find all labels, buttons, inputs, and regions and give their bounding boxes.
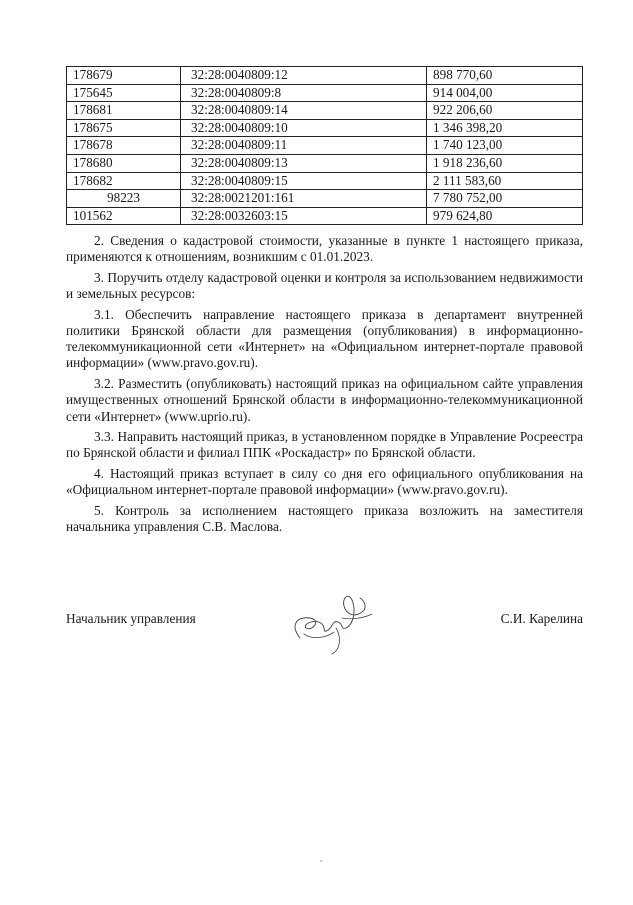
- cadastral-number-cell: 32:28:0040809:13: [181, 154, 427, 172]
- table-row: [67, 137, 583, 155]
- row-id-cell: 178678: [67, 137, 181, 155]
- cadastral-value-cell: 1 918 236,60: [427, 154, 583, 172]
- row-id-cell: 178682: [67, 172, 181, 190]
- row-id-cell: 101562: [67, 207, 181, 225]
- cadastral-value-cell: 1 346 398,20: [427, 119, 583, 137]
- table-row: [67, 119, 583, 137]
- table-row: [67, 67, 583, 85]
- paragraph-3-3: 3.3. Направить настоящий приказ, в установленном порядке в Управление Росреестра по Брянской области и филиал ППК «Роскадастр» по Брянской области.: [66, 429, 583, 461]
- row-id-cell: 178681: [67, 102, 181, 120]
- cadastral-number-cell: 32:28:0021201:161: [181, 190, 427, 208]
- table-body: [67, 67, 583, 225]
- row-id-cell: 178680: [67, 154, 181, 172]
- table-row: [67, 190, 583, 208]
- cadastral-value-cell: 1 740 123,00: [427, 137, 583, 155]
- paragraph-3: 3. Поручить отделу кадастровой оценки и контроля за использованием недвижимости и земельных ресурсов:: [66, 269, 583, 302]
- paragraph-3-1: 3.1. Обеспечить направление настоящего приказа в департамент внутренней политики Брянской области для размещения (опубликования) в информационно-телекоммуникационной сети «Интернет» на «Официальном интернет-портале правовой информации» (www.pravo.gov.ru).: [66, 306, 583, 371]
- cadastral-value-cell: 922 206,60: [427, 102, 583, 120]
- row-id-cell: 98223: [67, 190, 181, 208]
- cadastral-value-cell: 914 004,00: [427, 84, 583, 102]
- cadastral-number-cell: 32:28:0032603:15: [181, 207, 427, 225]
- cadastral-value-cell: 898 770,60: [427, 67, 583, 85]
- handwritten-signature: [282, 588, 377, 658]
- paragraph-3-2: 3.2. Разместить (опубликовать) настоящий приказ на официальном сайте управления имущественных отношений Брянской области в информационно-телекоммуникационной сети «Интернет» (www.uprio.ru).: [66, 375, 583, 424]
- table-row: [67, 102, 583, 120]
- cadastral-value-table: [66, 66, 583, 225]
- cadastral-number-cell: 32:28:0040809:11: [181, 137, 427, 155]
- cadastral-number-cell: 32:28:0040809:12: [181, 67, 427, 85]
- cadastral-number-cell: 32:28:0040809:14: [181, 102, 427, 120]
- cadastral-number-cell: 32:28:0040809:10: [181, 119, 427, 137]
- table-row: [67, 154, 583, 172]
- paragraph-2: 2. Сведения о кадастровой стоимости, указанные в пункте 1 настоящего приказа, применяются к отношениям, возникшим с 01.01.2023.: [66, 233, 583, 265]
- row-id-cell: 178679: [67, 67, 181, 85]
- table-row: [67, 207, 583, 225]
- row-id-cell: 178675: [67, 119, 181, 137]
- cadastral-number-cell: 32:28:0040809:8: [181, 84, 427, 102]
- table-row: [67, 172, 583, 190]
- table-row: [67, 84, 583, 102]
- cadastral-value-cell: 7 780 752,00: [427, 190, 583, 208]
- cadastral-value-cell: 2 111 583,60: [427, 172, 583, 190]
- signatory-name: С.И. Карелина: [500, 611, 583, 626]
- paragraph-5: 5. Контроль за исполнением настоящего приказа возложить на заместителя начальника управления С.В. Маслова.: [66, 502, 583, 534]
- row-id-cell: 175645: [67, 84, 181, 102]
- signatory-position: Начальник управления: [66, 611, 196, 626]
- scan-speck: [320, 860, 322, 862]
- order-body-text: [66, 233, 583, 539]
- cadastral-value-cell: 979 624,80: [427, 207, 583, 225]
- cadastral-number-cell: 32:28:0040809:15: [181, 172, 427, 190]
- paragraph-4: 4. Настоящий приказ вступает в силу со дня его официального опубликования на «Официальном интернет-портале правовой информации» (www.pravo.gov.ru).: [66, 465, 583, 498]
